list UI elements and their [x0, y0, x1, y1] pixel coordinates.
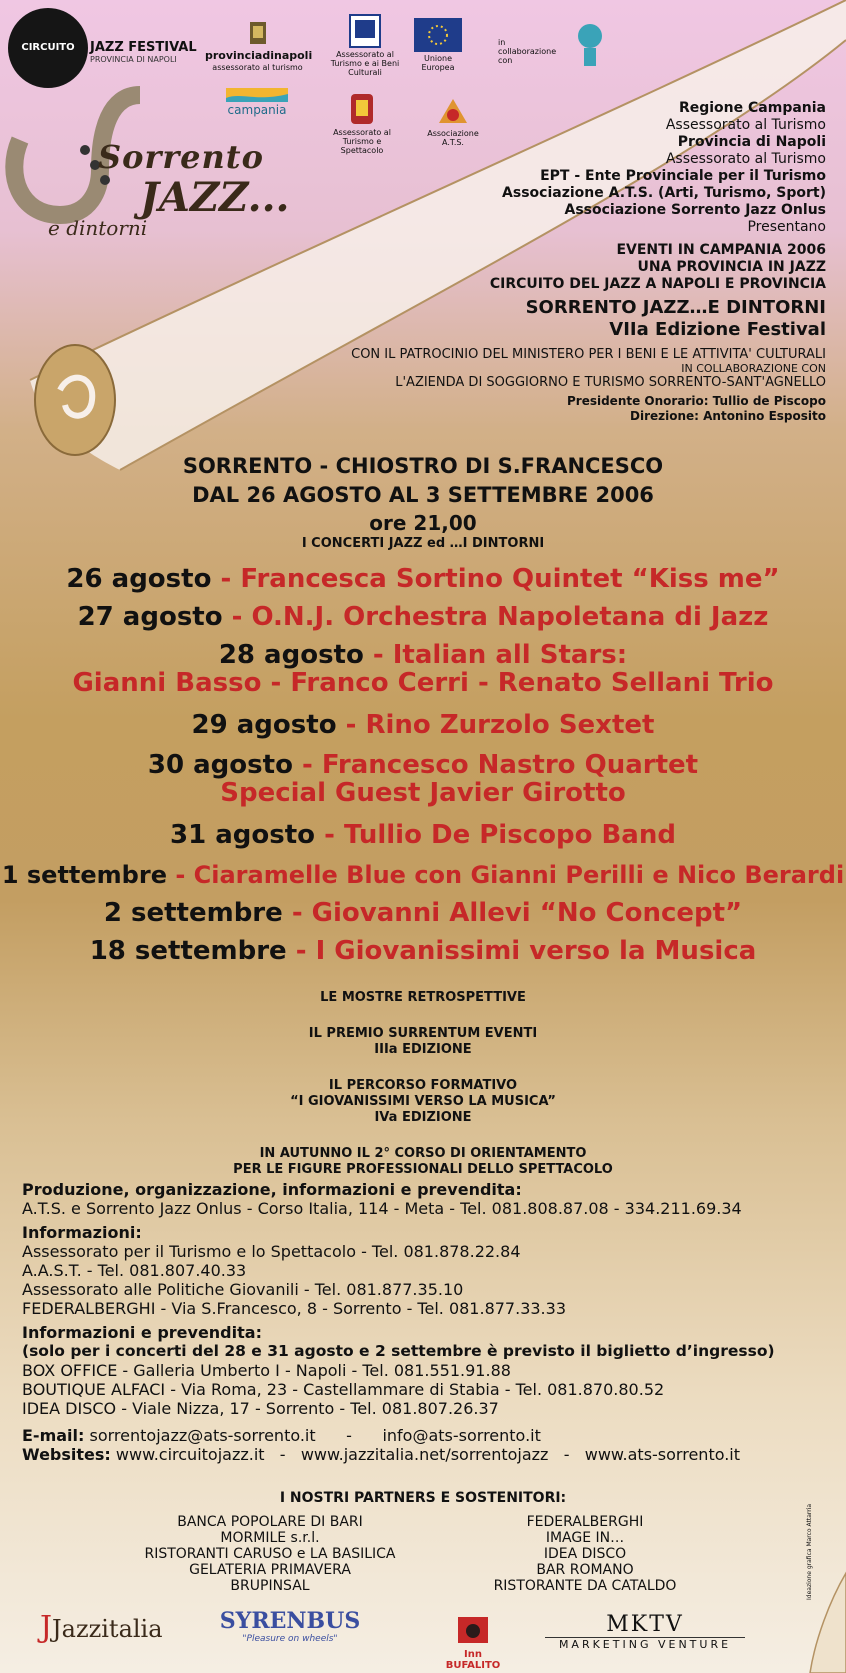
venue-block	[0, 452, 846, 551]
presale-line: IDEA DISCO - Viale Nizza, 17 - Sorrento - Tel. 081.807.26.37	[22, 1399, 499, 1418]
extra-line: IN AUTUNNO IL 2° CORSO DI ORIENTAMENTO	[259, 1146, 587, 1161]
partner-item: RISTORANTE DA CATALDO	[493, 1578, 677, 1594]
director-line: Direzione: Antonino Esposito	[630, 409, 826, 423]
extra-line: PER LE FIGURE PROFESSIONALI DELLO SPETTACOLO	[233, 1162, 613, 1177]
event-row: 31 agosto - Tullio De Piscopo Band	[170, 820, 676, 850]
event-extra: Special Guest Javier Girotto	[220, 778, 626, 808]
crest-icon	[247, 20, 269, 48]
email-addresses[interactable]: sorrentojazz@ats-sorrento.it - info@ats-sorrento.it	[89, 1426, 541, 1445]
bull-icon	[456, 1615, 490, 1645]
president-line: Presidente Onorario: Tullio de Piscopo	[566, 394, 826, 408]
email-row: E-mail: sorrentojazz@ats-sorrento.it - info@ats-sorrento.it	[22, 1426, 541, 1445]
extras-block	[0, 990, 846, 1178]
website-row: Websites: www.circuitojazz.it - www.jazzitalia.net/sorrentojazz - www.ats-sorrento.it	[22, 1445, 741, 1464]
presents-line: EVENTI IN CAMPANIA 2006	[616, 242, 826, 258]
partner-item: MORMILE s.r.l.	[220, 1530, 320, 1546]
unione-europea-logo: Unione Europea	[410, 18, 466, 72]
organizer-line: Associazione A.T.S. (Arti, Turismo, Sport)	[502, 185, 826, 201]
partners-left-list	[130, 1514, 410, 1594]
partners-right-list	[455, 1514, 715, 1594]
patronage-line: L'AZIENDA DI SOGGIORNO E TURISMO SORRENTO-SANT'AGNELLO	[395, 375, 826, 390]
partner-item: IMAGE IN…	[545, 1530, 625, 1546]
jazz-festival-subtitle: PROVINCIA DI NAPOLI	[90, 55, 177, 64]
event-row: 2 settembre - Giovanni Allevi “No Concept”	[103, 898, 743, 928]
jazz-festival-title: JAZZ FESTIVAL	[90, 40, 197, 55]
event-row: 26 agosto - Francesca Sortino Quintet “Kiss me”	[66, 564, 780, 594]
organizer-line: Assessorato al Turismo	[665, 117, 826, 133]
presents-line: UNA PROVINCIA IN JAZZ	[637, 259, 826, 275]
event-row: 1 settembre - Ciaramelle Blue con Gianni Perilli e Nico Berardi	[1, 861, 845, 889]
partner-item: GELATERIA PRIMAVERA	[189, 1562, 351, 1578]
extra-line: “I GIOVANISSIMI VERSO LA MUSICA”	[290, 1094, 556, 1109]
organizers-block	[226, 100, 826, 424]
presale-line: BOUTIQUE ALFACI - Via Roma, 23 - Castellammare di Stabia - Tel. 081.870.80.52	[22, 1380, 665, 1399]
info-line: Assessorato alle Politiche Giovanili - Tel. 081.877.35.10	[22, 1280, 464, 1299]
regione-campania-logo: Assessorato al Turismo e ai Beni Culturali	[330, 14, 400, 78]
partner-item: RISTORANTI CARUSO e LA BASILICA	[144, 1546, 396, 1562]
partner-item: IDEA DISCO	[543, 1546, 627, 1562]
website-links[interactable]: www.circuitojazz.it - www.jazzitalia.net/sorrentojazz - www.ats-sorrento.it	[115, 1445, 741, 1464]
production-line: A.T.S. e Sorrento Jazz Onlus - Corso Italia, 114 - Meta - Tel. 081.808.87.08 - 334.211.69.34	[22, 1199, 742, 1218]
organizer-line: Regione Campania	[678, 100, 826, 116]
ept-logo	[570, 20, 610, 70]
organizer-line: EPT - Ente Provinciale per il Turismo	[540, 168, 826, 184]
presale-heading: Informazioni e prevendita:	[22, 1323, 262, 1342]
partner-item: FEDERALBERGHI	[526, 1514, 644, 1530]
shield-icon	[349, 14, 381, 48]
extra-line: IL PERCORSO FORMATIVO	[328, 1078, 518, 1093]
presale-note: (solo per i concerti del 28 e 31 agosto e 2 settembre è previsto il biglietto d’ingresso)	[22, 1342, 775, 1360]
assessorato-spettacolo-logo: Assessorato al Turismo e Spettacolo	[322, 92, 402, 156]
extra-line: LE MOSTRE RETROSPETTIVE	[320, 990, 526, 1005]
production-heading: Produzione, organizzazione, informazioni e prevendita:	[22, 1180, 522, 1199]
provincia-napoli-logo: provinciadinapoli assessorato al turismo	[205, 20, 310, 72]
info-line: Assessorato per il Turismo e lo Spettacolo - Tel. 081.878.22.84	[22, 1242, 521, 1261]
organizer-line: Presentano	[747, 219, 826, 235]
presents-line: CIRCUITO DEL JAZZ A NAPOLI E PROVINCIA	[489, 276, 826, 292]
circuito-badge-text: CIRCUITO	[21, 42, 75, 53]
collaborazione-label: in collaborazione con	[498, 38, 557, 66]
festival-title: SORRENTO JAZZ…E DINTORNI	[525, 297, 826, 318]
ats-logo: Associazione A.T.S.	[418, 95, 488, 147]
sorrento-jazz-brand: Sorrento JAZZ... e dintorni	[48, 138, 290, 240]
event-row: 18 settembre - I Giovanissimi verso la Musica	[89, 936, 757, 966]
jazzitalia-logo: JJazzitalia	[40, 1610, 163, 1645]
organizer-line: Associazione Sorrento Jazz Onlus	[564, 202, 826, 218]
organizer-line: Provincia di Napoli	[677, 134, 826, 150]
venue-subtitle: I CONCERTI JAZZ ed …I DINTORNI	[301, 536, 545, 551]
venue-time: ore 21,00	[369, 511, 477, 535]
partner-item: BANCA POPOLARE DI BARI	[177, 1514, 363, 1530]
circuito-logo	[8, 8, 88, 88]
design-credit: Ideazione grafica Marco Attarria	[806, 1503, 813, 1600]
venue-dates: DAL 26 AGOSTO AL 3 SETTEMBRE 2006	[192, 483, 654, 507]
campania-logo: campania	[222, 88, 292, 118]
info-line: A.A.S.T. - Tel. 081.807.40.33	[22, 1261, 247, 1280]
organizer-line: Assessorato al Turismo	[665, 151, 826, 167]
partner-item: BRUPINSAL	[230, 1578, 310, 1594]
extra-line: IL PREMIO SURRENTUM EVENTI	[308, 1026, 538, 1041]
patronage-line: IN COLLABORAZIONE CON	[681, 362, 826, 375]
inn-bufalito-logo: Inn BUFALITO	[438, 1615, 508, 1671]
eu-flag-icon	[414, 18, 462, 52]
extra-line: IVa EDIZIONE	[374, 1110, 472, 1125]
festival-edition: VIIa Edizione Festival	[609, 319, 826, 340]
venue-place: SORRENTO - CHIOSTRO DI S.FRANCESCO	[182, 454, 664, 478]
partner-item: BAR ROMANO	[536, 1562, 634, 1578]
presale-line: BOX OFFICE - Galleria Umberto I - Napoli - Tel. 081.551.91.88	[22, 1361, 511, 1380]
event-row: 27 agosto - O.N.J. Orchestra Napoletana di Jazz	[77, 602, 769, 632]
event-row: 29 agosto - Rino Zurzolo Sextet	[191, 710, 655, 740]
info-line: FEDERALBERGHI - Via S.Francesco, 8 - Sorrento - Tel. 081.877.33.33	[22, 1299, 566, 1318]
events-list	[0, 565, 846, 965]
info-heading: Informazioni:	[22, 1223, 142, 1242]
event-extra: Gianni Basso - Franco Cerri - Renato Sellani Trio	[72, 668, 774, 698]
syrenbus-logo: SYRENBUS "Pleasure on wheels"	[219, 1608, 361, 1644]
event-row: 30 agosto - Francesco Nastro Quartet	[147, 750, 699, 780]
extra-line: IIIa EDIZIONE	[374, 1042, 472, 1057]
partners-heading: I NOSTRI PARTNERS E SOSTENITORI:	[279, 1490, 567, 1506]
mktv-logo: MKTV MARKETING VENTURE	[545, 1612, 745, 1651]
contacts-block	[22, 1180, 842, 1464]
event-row: 28 agosto - Italian all Stars:	[218, 640, 628, 670]
patronage-line: CON IL PATROCINIO DEL MINISTERO PER I BENI E LE ATTIVITA' CULTURALI	[351, 347, 826, 362]
